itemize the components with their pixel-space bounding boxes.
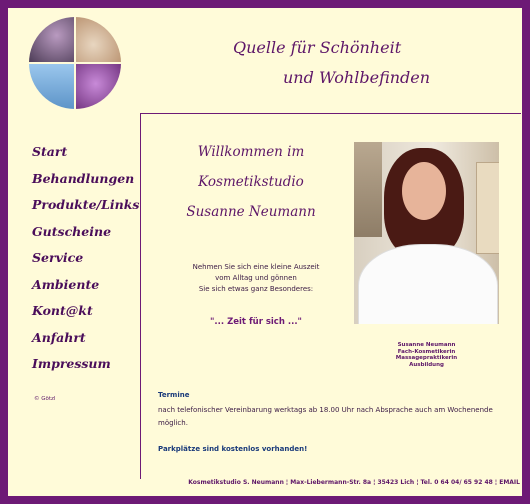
nav-item-kontakt[interactable]: Kont@kt [32,303,93,318]
massage-image [75,17,121,63]
intro-line1: Nehmen Sie sich eine kleine Auszeit [192,263,320,271]
intro-line2: vom Alltag und gönnen [215,274,297,282]
nav-item-behandlungen[interactable]: Behandlungen [32,170,135,186]
nav-item-service[interactable]: Service [32,250,84,265]
appointments-heading: Termine [158,391,190,399]
main-content [140,113,521,479]
footer-address: Kosmetikstudio S. Neumann ¦ Max-Liebermann-Str. 8a ¦ 35423 Lich ¦ Tel. 0 64 04/ 65 92 48 ¦ [188,479,500,486]
main-nav [32,144,139,383]
motto-quote: "... Zeit für sich ..." [210,317,302,327]
welcome-line1: Willkommen im [197,144,305,160]
orchid-image [75,63,121,109]
nav-item-impressum[interactable]: Impressum [32,356,111,371]
nav-item-gutscheine[interactable]: Gutscheine [32,223,112,239]
tagline-line1: Quelle für Schönheit [233,38,402,57]
nav-item-ambiente[interactable]: Ambiente [32,276,100,292]
logo-collage [29,17,121,109]
nav-item-start[interactable]: Start [32,144,68,159]
welcome-line2: Kosmetikstudio [198,174,304,190]
owner-portrait [354,142,499,324]
nav-item-anfahrt[interactable]: Anfahrt [32,329,86,345]
intro-line3: Sie sich etwas ganz Besonderes: [198,285,314,293]
tagline-line2: und Wohlbefinden [283,68,431,87]
nav-item-produkte-links[interactable]: Produkte/Links [32,197,140,212]
footer-bar [140,479,520,486]
page-frame [8,8,522,496]
welcome-line3: Susanne Neumann [186,204,316,220]
email-link[interactable]: EMAIL [499,479,520,486]
portrait-caption: Susanne Neumann Fach-Kosmetikerin Massagepraktikerin Ausbildung [395,342,458,368]
appointments-text: nach telefonischer Vereinbarung werktags ab 18.00 Uhr nach Absprache auch am Wochenende möglich. [158,406,493,427]
beach-image [29,63,75,109]
parking-note: Parkplätze sind kostenlos vorhanden! [158,445,308,453]
candle-image [29,17,75,63]
copyright-note: © Götzl [34,396,56,402]
